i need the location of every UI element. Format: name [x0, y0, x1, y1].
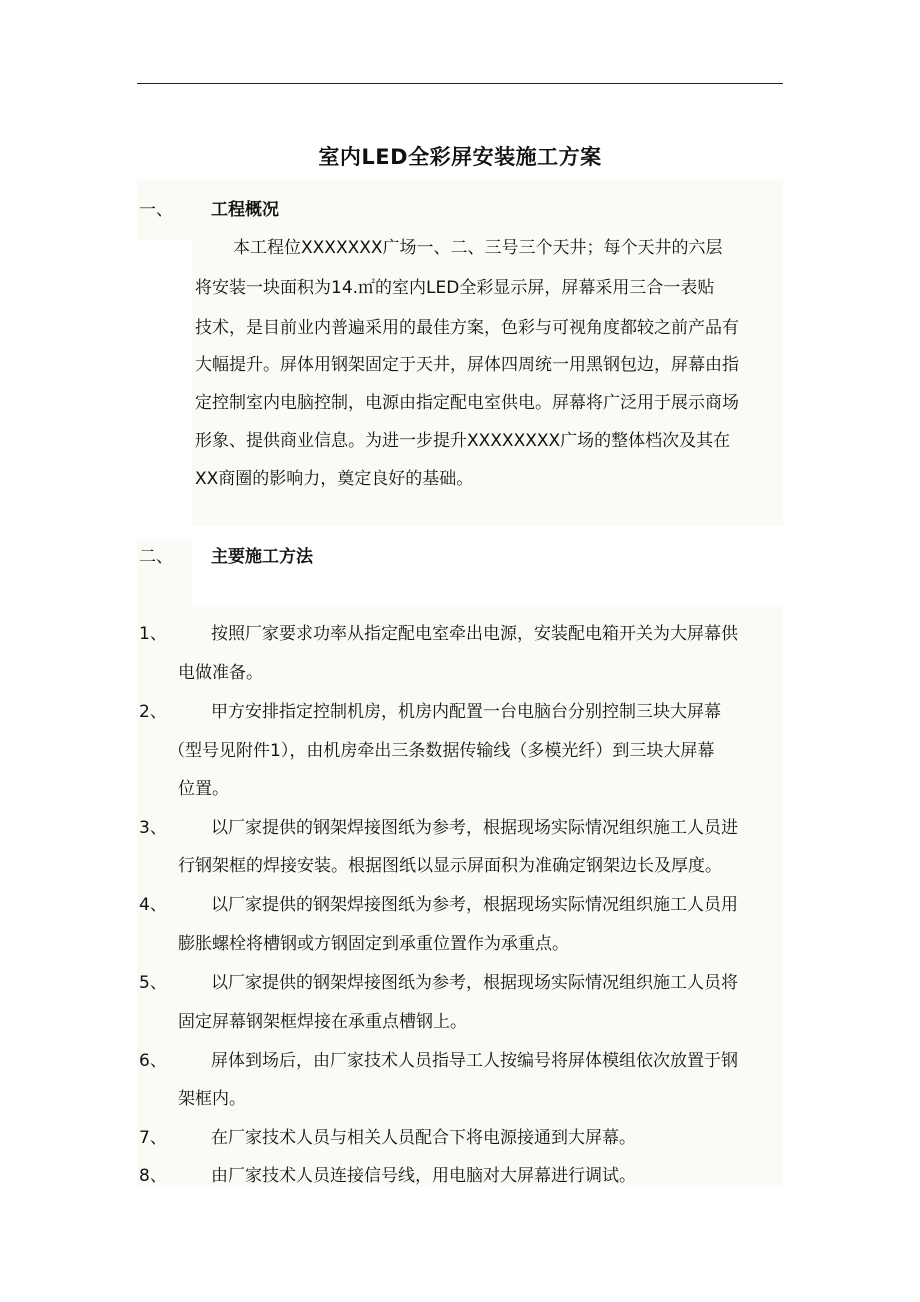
section-1-heading-row — [0, 190, 920, 230]
section-1-line-1: 本工程位XXXXXXX广场一、二、三号三个天井；每个天井的六层 — [216, 238, 723, 258]
section-1-line-5: 定控制室内电脑控制，电源由指定配电室供电。屏幕将广泛用于展示商场 — [195, 393, 739, 413]
section-1-number: 一、 — [139, 200, 173, 220]
step-8-text: 由厂家技术人员连接信号线，用电脑对大屏幕进行调试。 — [211, 1166, 636, 1186]
step-3-text: 以厂家提供的钢架焊接图纸为参考，根据现场实际情况组织施工人员进 — [211, 818, 738, 838]
step-3-number: 3、 — [139, 818, 167, 838]
section-1-heading: 工程概况 — [211, 200, 279, 220]
section-2-heading: 主要施工方法 — [211, 547, 313, 567]
step-6-text: 屏体到场后，由厂家技术人员指导工人按编号将屏体模组依次放置于钢 — [211, 1051, 738, 1071]
section-2-heading-row — [0, 537, 920, 577]
step-4-text-cont-1: 膨胀螺栓将槽钢或方钢固定到承重位置作为承重点。 — [178, 934, 569, 954]
step-7-text: 在厂家技术人员与相关人员配合下将电源接通到大屏幕。 — [211, 1128, 636, 1148]
step-6-text-cont-1: 架框内。 — [178, 1089, 246, 1109]
step-1-text-cont-1: 电做准备。 — [178, 663, 263, 683]
section-1-line-7: XX商圈的影响力，奠定良好的基础。 — [195, 469, 474, 489]
section-1-line-2: 将安装一块面积为14.㎡的室内LED全彩显示屏，屏幕采用三合一表贴 — [195, 278, 715, 298]
document-title: 室内LED全彩屏安装施工方案 — [318, 145, 602, 169]
step-2-text-cont-1: （型号见附件1），由机房牵出三条数据传输线（多模光纤）到三块大屏幕 — [168, 741, 715, 761]
step-4-number: 4、 — [139, 895, 167, 915]
step-2-number: 2、 — [139, 702, 167, 722]
step-1-number: 1、 — [139, 624, 167, 644]
step-4-text: 以厂家提供的钢架焊接图纸为参考，根据现场实际情况组织施工人员用 — [211, 895, 738, 915]
section-2-number: 二、 — [139, 547, 173, 567]
step-2-text: 甲方安排指定控制机房，机房内配置一台电脑台分别控制三块大屏幕 — [211, 702, 721, 722]
section-1-line-6: 形象、提供商业信息。为进一步提升XXXXXXXX广场的整体档次及其在 — [195, 431, 731, 451]
step-8-number: 8、 — [139, 1166, 167, 1186]
section-1-line-3: 技术，是目前业内普遍采用的最佳方案，色彩与可视角度都较之前产品有 — [195, 318, 739, 338]
step-5-text: 以厂家提供的钢架焊接图纸为参考，根据现场实际情况组织施工人员将 — [211, 973, 738, 993]
step-1-text: 按照厂家要求功率从指定配电室牵出电源，安装配电箱开关为大屏幕供 — [211, 624, 738, 644]
step-5-text-cont-1: 固定屏幕钢架框焊接在承重点槽钢上。 — [178, 1012, 467, 1032]
step-3-text-cont-1: 行钢架框的焊接安装。根据图纸以显示屏面积为准确定钢架边长及厚度。 — [178, 856, 722, 876]
step-5-number: 5、 — [139, 973, 167, 993]
header-rule — [137, 83, 783, 84]
step-2-text-cont-2: 位置。 — [178, 779, 229, 799]
step-7-number: 7、 — [139, 1128, 167, 1148]
section-1-line-4: 大幅提升。屏体用钢架固定于天井，屏体四周统一用黑钢包边，屏幕由指 — [195, 355, 739, 375]
step-6-number: 6、 — [139, 1051, 167, 1071]
